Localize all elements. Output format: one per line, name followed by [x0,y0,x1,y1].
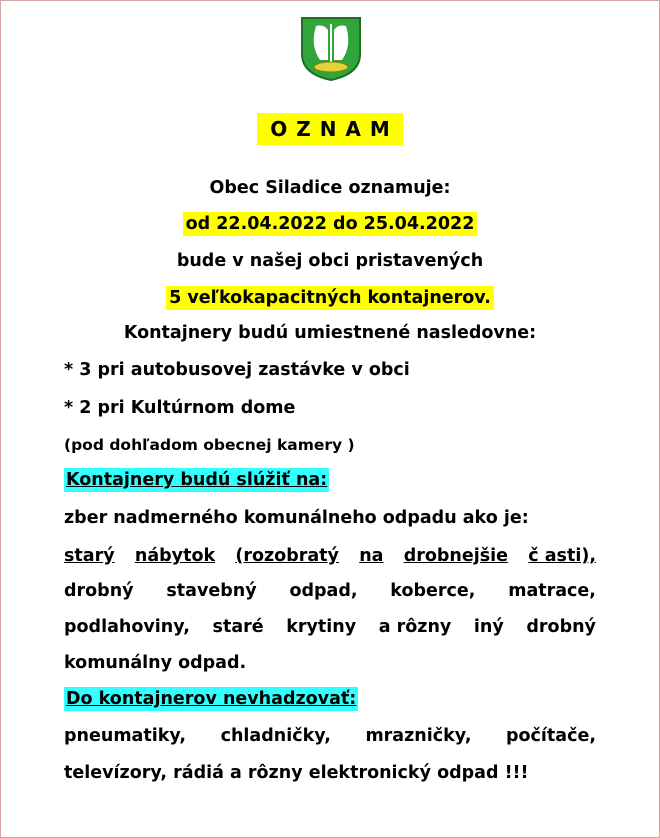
placement-item-1: * 3 pri autobusovej zastávke v obci [64,360,410,380]
items-word: podlahoviny, [64,617,190,637]
intro-text: Obec Siladice oznamuje: [209,178,451,198]
items-word: nábytok [134,546,216,566]
purpose-heading: Kontajnery budú slúžiť na: [66,470,328,490]
items-word: iný [473,617,504,637]
items-word: drobnejšie [403,546,509,566]
items-word: koberce, [390,581,476,601]
items-word: staré [212,617,264,637]
items-word: (rozobratý [235,546,339,566]
items-word: odpad, [289,581,358,601]
items-word: na [359,546,384,566]
forbidden-line-1 [64,723,596,749]
notice-title-row [0,116,660,142]
items-word: drobný [526,617,596,637]
items-word: stavebný [166,581,257,601]
forbidden-word: mrazničky, [365,726,472,746]
forbidden-word: pneumatiky, [64,726,187,746]
purpose-text: zber nadmerného komunálneho odpadu ako je: [64,508,529,528]
forbidden-line-2: televízory, rádiá a rôzny elektronický odpad !!! [64,763,529,783]
dates-text: od 22.04.2022 do 25.04.2022 [183,212,478,236]
items-word: č asti), [528,546,596,566]
items-word: a rôzny [378,617,452,637]
items-line-2 [64,578,596,604]
dates-row [0,211,660,237]
containers-text: 5 veľkokapacitných kontajnerov. [166,286,494,310]
village-crest-icon [298,16,364,82]
items-word: krytiny [286,617,357,637]
forbidden-word: chladničky, [220,726,331,746]
containers-row [0,285,660,311]
items-line-4: komunálny odpad. [64,653,247,673]
items-line-3 [64,614,596,640]
placement-heading: Kontajnery budú umiestnené nasledovne: [123,323,537,343]
notice-title: OZNAM [257,113,403,145]
forbidden-word: počítače, [505,726,596,746]
forbidden-heading: Do kontajnerov nevhadzovať: [66,689,357,709]
placement-item-2: * 2 pri Kultúrnom dome [64,398,296,418]
purpose-heading-row [64,467,329,493]
items-word: drobný [64,581,134,601]
items-word: starý [64,546,115,566]
items-word: matrace, [508,581,596,601]
forbidden-heading-row [64,686,358,712]
placement-note: (pod dohľadom obecnej kamery ) [64,436,355,454]
items-line-1 [64,543,596,569]
line3-text: bude v našej obci pristavených [176,251,484,271]
